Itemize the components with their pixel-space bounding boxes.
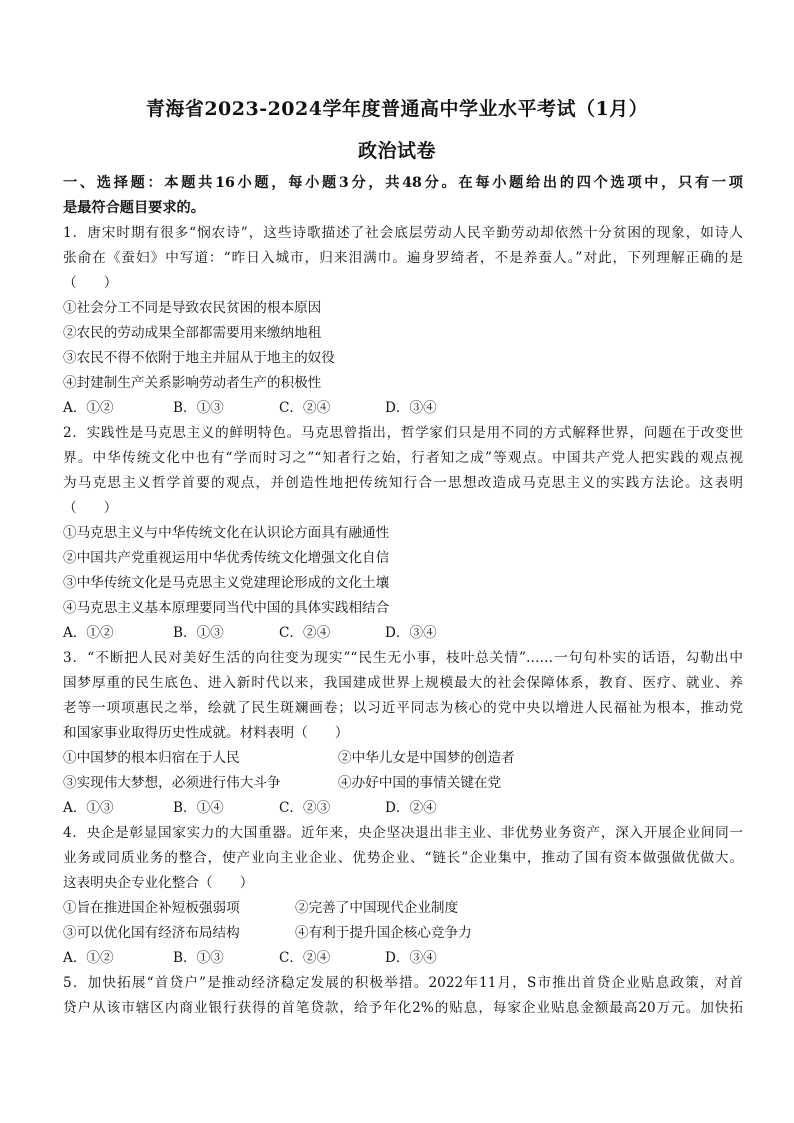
q3-item: ③实现伟大梦想，必须进行伟大斗争: [63, 775, 281, 791]
q4-item: ③可以优化国有经济布局结构: [63, 925, 240, 941]
q3-item-row: [63, 749, 743, 767]
q2-options: [63, 624, 743, 642]
q1-stem-line: 张俞在《蚕妇》中写道：“昨日入城市，归来泪满巾。遍身罗绮者，不是养蚕人。”对此，下列理解正确的是: [63, 250, 743, 266]
q4-option-c[interactable]: C．②④: [279, 950, 331, 966]
q3-option-b[interactable]: B．①④: [173, 800, 224, 816]
q2-option-b[interactable]: B．①③: [173, 625, 224, 641]
q3-stem-line: 老等一项项惠民之举，绘就了民生斑斓画卷；以习近平同志为核心的党中央以增进人民福祉为根本，推动党: [63, 700, 743, 716]
q4-item: ④有利于提升国企核心竞争力: [295, 925, 472, 941]
q2-item: ②中国共产党重视运用中华优秀传统文化增强文化自信: [63, 550, 390, 566]
q3-item: ②中华儿女是中国梦的创造者: [338, 750, 515, 766]
q3-option-d[interactable]: D．②④: [385, 800, 437, 816]
q2-item: ④马克思主义基本原理要同当代中国的具体实践相结合: [63, 600, 390, 616]
q3-stem-line: 3．“不断把人民对美好生活的向往变为现实”“民生无小事，枝叶总关情”……一句句朴实的话语，勾勒出中: [63, 650, 743, 666]
q3-stem-line: 国梦厚重的民生底色、进入新时代以来，我国建成世界上规模最大的社会保障体系，教育、医疗、就业、养: [63, 675, 743, 691]
q1-answer-blank: （ ）: [63, 275, 118, 291]
q5-stem-line: 贷户从该市辖区内商业银行获得的首笔贷款，给予年化2%的贴息，每家企业贴息金额最高20万元。加快拓: [63, 1000, 743, 1016]
q4-stem-line: 这表明央企专业化整合（ ）: [63, 875, 254, 891]
exam-title: 青海省2023-2024学年度普通高中学业水平考试（1月）: [145, 98, 649, 120]
q4-item: ①旨在推进国企补短板强弱项: [63, 900, 240, 916]
q2-option-c[interactable]: C．②④: [279, 625, 331, 641]
q3-item: ④办好中国的事情关键在党: [338, 775, 502, 791]
q2-answer-blank: （ ）: [63, 500, 118, 516]
q4-item-row: [63, 924, 743, 942]
q3-item-row: [63, 774, 743, 792]
q4-options: [63, 949, 743, 967]
q4-stem-line: 4．央企是彰显国家实力的大国重器。近年来，央企坚决退出非主业、非优势业务资产，深入开展企业间同一: [63, 825, 743, 841]
q3-item: ①中国梦的根本归宿在于人民: [63, 750, 240, 766]
q4-stem-line: 业务或同质业务的整合，使产业向主业企业、优势企业、“链长”企业集中，推动了国有资本做强做优做大。: [63, 850, 743, 866]
q2-item: ①马克思主义与中华传统文化在认识论方面具有融通性: [63, 525, 390, 541]
q4-item: ②完善了中国现代企业制度: [295, 900, 459, 916]
q2-stem-line: 为马克思主义哲学首要的观点，并创造性地把传统知行合一思想改造成马克思主义的实践方法论。这表明: [63, 475, 743, 491]
q3-stem-line: 和国家事业取得历史性成就。材料表明（ ）: [63, 725, 349, 741]
q5-stem-line: 5．加快拓展“首贷户”是推动经济稳定发展的积极举措。2022年11月，S市推出首贷企业贴息政策，对首: [63, 975, 743, 991]
q1-item: ③农民不得不依附于地主并屈从于地主的奴役: [63, 350, 335, 366]
q4-item-row: [63, 899, 743, 917]
q2-option-a[interactable]: A．①②: [63, 625, 114, 641]
q1-option-c[interactable]: C．②④: [279, 400, 331, 416]
q1-item: ①社会分工不同是导致农民贫困的根本原因: [63, 300, 322, 316]
q3-option-c[interactable]: C．②③: [279, 800, 331, 816]
q2-stem-line: 2．实践性是马克思主义的鲜明特色。马克思曾指出，哲学家们只是用不同的方式解释世界，问题在于改变世: [63, 425, 743, 441]
q4-option-d[interactable]: D．③④: [385, 950, 437, 966]
q3-option-a[interactable]: A．①③: [63, 800, 114, 816]
q3-options: [63, 799, 743, 817]
q2-stem-line: 界。中华传统文化中也有“学而时习之”“知者行之始，行者知之成”等观点。中国共产党人把实践的观点视: [63, 450, 743, 466]
exam-subtitle: 政治试卷: [357, 140, 436, 162]
q1-option-a[interactable]: A．①②: [63, 400, 114, 416]
q2-option-d[interactable]: D．③④: [385, 625, 437, 641]
q2-item: ③中华传统文化是马克思主义党建理论形成的文化土壤: [63, 575, 390, 591]
section-heading: 一、选择题：本题共16小题，每小题3分，共48分。在每小题给出的四个选项中，只有一项: [63, 175, 743, 191]
q1-option-d[interactable]: D．③④: [385, 400, 437, 416]
q1-options: [63, 399, 743, 417]
q4-option-b[interactable]: B．①③: [173, 950, 224, 966]
section-heading-cont: 是最符合题目要求的。: [63, 200, 205, 216]
q1-item: ②农民的劳动成果全部都需要用来缴纳地租: [63, 325, 322, 341]
q1-item: ④封建制生产关系影响劳动者生产的积极性: [63, 375, 322, 391]
q1-stem-line: 1．唐宋时期有很多“悯农诗”，这些诗歌描述了社会底层劳动人民辛勤劳动却依然十分贫困的现象，如诗人: [63, 225, 743, 241]
q1-option-b[interactable]: B．①③: [173, 400, 224, 416]
q4-option-a[interactable]: A．①②: [63, 950, 114, 966]
